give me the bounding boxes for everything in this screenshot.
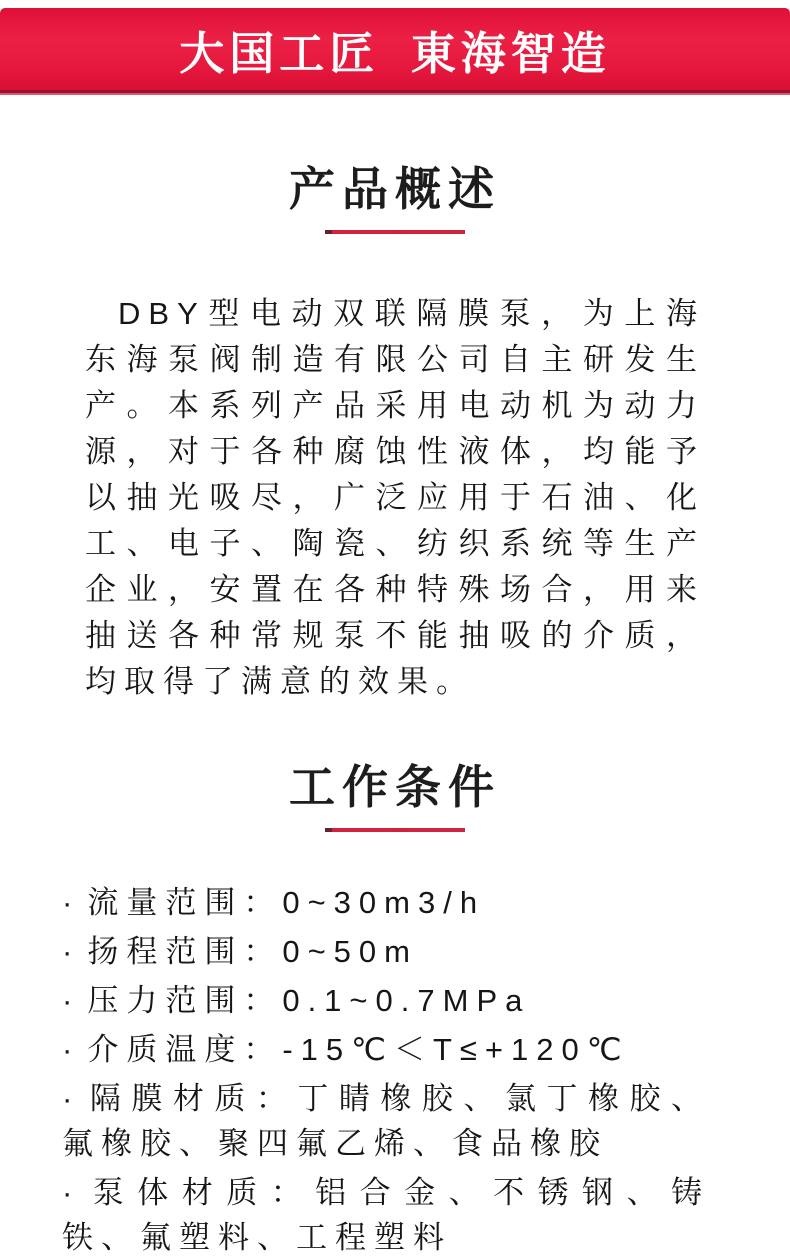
bullet-dot: · bbox=[62, 1081, 73, 1116]
conditions-section-title: 工作条件 bbox=[289, 761, 501, 813]
brand-banner-title: 大国工匠 東海智造 bbox=[179, 27, 611, 79]
bullet-dot: · bbox=[62, 983, 73, 1018]
title-underline-divider bbox=[325, 230, 465, 234]
section-working-conditions bbox=[0, 761, 790, 1260]
condition-text: 泵体材质：铝合金、不锈钢、铸铁、氟塑料、工程塑料 bbox=[62, 1175, 710, 1255]
bullet-dot: · bbox=[62, 934, 73, 969]
brand-banner bbox=[0, 8, 790, 93]
bullet-dot: · bbox=[62, 885, 73, 920]
condition-text: 隔膜材质：丁睛橡胶、氯丁橡胶、氟橡胶、聚四氟乙烯、食品橡胶 bbox=[62, 1081, 710, 1161]
condition-text: 流量范围：0~30m3/h bbox=[87, 885, 486, 920]
title-underline-divider bbox=[325, 828, 465, 832]
condition-item-pump-body-material bbox=[62, 1170, 710, 1260]
condition-text: 压力范围：0.1~0.7MPa bbox=[87, 983, 531, 1018]
overview-paragraph: DBY型电动双联隔膜泵，为上海东海泵阀制造有限公司自主研发生产。本系列产品采用电动机为动力源，对于各种腐蚀性液体，均能予以抽光吸尽，广泛应用于石油、化工、电子、陶瓷、纺织系统等生产企业，安置在各种特殊场合，用来抽送各种常规泵不能抽吸的介质，均取得了满意的效果。 bbox=[85, 296, 705, 699]
section-product-overview bbox=[0, 163, 790, 705]
bullet-dot: · bbox=[62, 1032, 73, 1067]
bullet-dot: · bbox=[62, 1175, 73, 1210]
condition-item-diaphragm-material bbox=[62, 1076, 710, 1166]
condition-item-pressure-range bbox=[62, 978, 710, 1023]
conditions-list bbox=[62, 880, 710, 1260]
condition-item-flow-range bbox=[62, 880, 710, 925]
condition-item-head-range bbox=[62, 929, 710, 974]
overview-section-title: 产品概述 bbox=[289, 163, 501, 215]
condition-text: 扬程范围：0~50m bbox=[87, 934, 418, 969]
condition-text: 介质温度：-15℃＜T≤+120℃ bbox=[87, 1032, 630, 1067]
condition-item-medium-temperature bbox=[62, 1027, 710, 1072]
